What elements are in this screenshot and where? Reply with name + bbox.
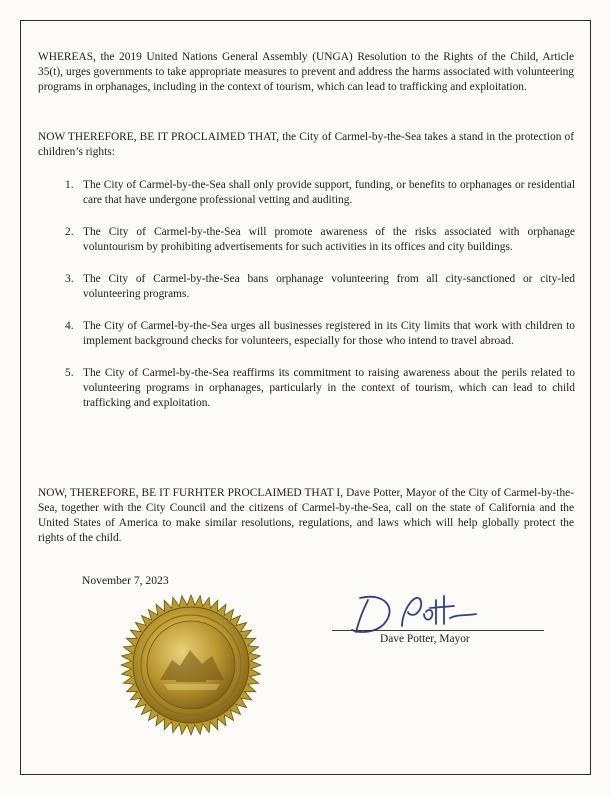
signer-name: Dave Potter, Mayor: [380, 633, 470, 645]
proclamation-date: November 7, 2023: [82, 574, 169, 587]
proclamation-items-list: [65, 178, 575, 428]
gold-embossed-seal-icon: [120, 594, 262, 736]
signature-line: [332, 630, 544, 631]
item-number: 1.: [65, 179, 74, 191]
whereas-paragraph: WHEREAS, the 2019 United Nations General Assembly (UNGA) Resolution to the Rights of the Child, Article 35(t), urges governments to take appropriate measures to prevent and address the harms associated with volunteering programs in orphanages, including in the context of tourism, which can lead to trafficking and exploitation.: [38, 51, 574, 93]
item-text: The City of Carmel-by-the-Sea reaffirms its commitment to raising awareness about the perils related to volunteering programs in orphanages, particularly in the context of tourism, which can lead to child trafficking and exploitation.: [83, 367, 575, 409]
list-item: [65, 272, 575, 302]
item-text: The City of Carmel-by-the-Sea bans orphanage volunteering from all city-sanctioned or city-led volunteering programs.: [83, 273, 575, 300]
item-text: The City of Carmel-by-the-Sea will promote awareness of the risks associated with orphanage voluntourism by prohibiting advertisements for such activities in its offices and city buildings.: [83, 226, 575, 253]
item-number: 2.: [65, 226, 74, 238]
item-text: The City of Carmel-by-the-Sea shall only provide support, funding, or benefits to orphanages or residential care that have undergone professional vetting and auditing.: [83, 179, 575, 206]
item-number: 4.: [65, 320, 74, 332]
list-item: [65, 178, 575, 208]
item-text: The City of Carmel-by-the-Sea urges all businesses registered in its City limits that work with children to implement background checks for volunteers, especially for those who intend to travel abroad.: [83, 320, 575, 347]
list-item: [65, 366, 575, 411]
item-number: 5.: [65, 367, 74, 379]
proclaim-paragraph: NOW THEREFORE, BE IT PROCLAIMED THAT, the City of Carmel-by-the-Sea takes a stand in the protection of children’s rights:: [38, 131, 574, 158]
list-item: [65, 225, 575, 255]
further-proclaimed-paragraph: NOW, THEREFORE, BE IT FURHTER PROCLAIMED THAT I, Dave Potter, Mayor of the City of Carmel-by-the-Sea, together with the City Council and the citizens of Carmel-by-the-Sea, call on the state of California and the United States of America to make similar resolutions, regulations, and laws which will help globally protect the rights of the child.: [38, 487, 574, 544]
list-item: [65, 319, 575, 349]
item-number: 3.: [65, 273, 74, 285]
